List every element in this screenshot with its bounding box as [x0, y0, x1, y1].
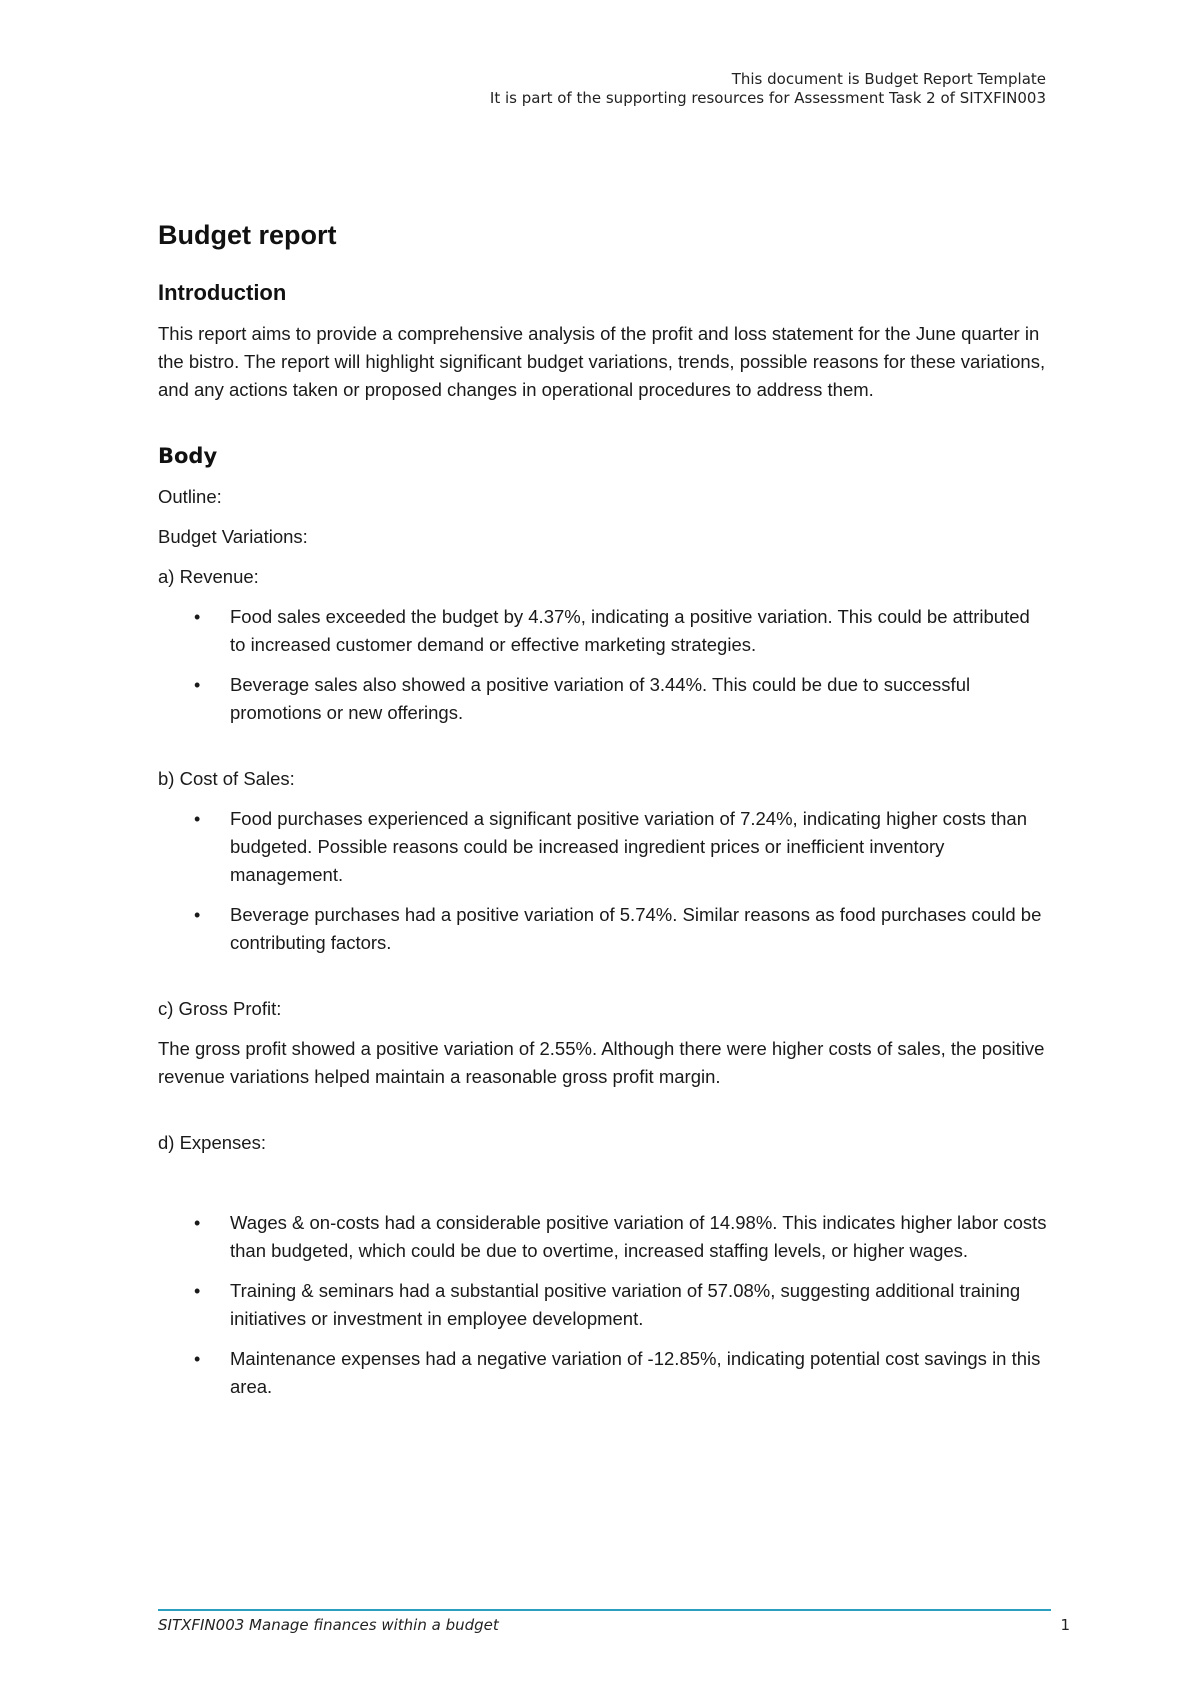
document-body	[158, 218, 1048, 1413]
bullet-icon: •	[194, 607, 201, 627]
bullet-icon: •	[194, 1213, 201, 1233]
body-heading: Body	[158, 444, 218, 468]
footer-divider	[158, 1609, 1051, 1611]
list-item-text: Beverage sales also showed a positive variation of 3.44%. This could be due to successful promotions or new offerings.	[230, 674, 971, 723]
gross-profit-label: c) Gross Profit:	[158, 998, 282, 1019]
cost-of-sales-label: b) Cost of Sales:	[158, 768, 295, 789]
list-item	[158, 805, 1048, 889]
footer-course: SITXFIN003 Manage finances within a budget	[158, 1616, 499, 1634]
revenue-list	[158, 603, 1048, 727]
bullet-icon: •	[194, 905, 201, 925]
list-item	[158, 603, 1048, 659]
list-item-text: Maintenance expenses had a negative variation of -12.85%, indicating potential cost savings in this area.	[230, 1348, 1041, 1397]
bullet-icon: •	[194, 1281, 201, 1301]
page-number: 1	[1060, 1616, 1070, 1634]
list-item-text: Beverage purchases had a positive variation of 5.74%. Similar reasons as food purchases could be contributing factors.	[230, 904, 1042, 953]
page-header	[490, 70, 1046, 108]
budget-variations-label: Budget Variations:	[158, 526, 308, 547]
list-item-text: Food sales exceeded the budget by 4.37%, indicating a positive variation. This could be attributed to increased customer demand or effective marketing strategies.	[230, 606, 1030, 655]
bullet-icon: •	[194, 1349, 201, 1369]
list-item-text: Training & seminars had a substantial positive variation of 57.08%, suggesting additional training initiatives or investment in employee development.	[230, 1280, 1021, 1329]
page-title: Budget report	[158, 220, 337, 250]
bullet-icon: •	[194, 809, 201, 829]
list-item	[158, 1209, 1048, 1265]
cost-of-sales-list	[158, 805, 1048, 957]
list-item	[158, 671, 1048, 727]
list-item	[158, 1277, 1048, 1333]
expenses-list	[158, 1209, 1048, 1401]
expenses-label: d) Expenses:	[158, 1132, 266, 1153]
outline-label: Outline:	[158, 486, 222, 507]
header-line-1: This document is Budget Report Template	[731, 70, 1046, 88]
introduction-text: This report aims to provide a comprehensive analysis of the profit and loss statement for the June quarter in the bistro. The report will highlight significant budget variations, trends, possible reasons for these variations, and any actions taken or proposed changes in operational procedures to address them.	[158, 323, 1046, 400]
list-item-text: Food purchases experienced a significant positive variation of 7.24%, indicating higher costs than budgeted. Possible reasons could be increased ingredient prices or inefficient inventory management.	[230, 808, 1027, 885]
list-item	[158, 901, 1048, 957]
header-line-2: It is part of the supporting resources for Assessment Task 2 of SITXFIN003	[489, 89, 1046, 107]
bullet-icon: •	[194, 675, 201, 695]
revenue-label: a) Revenue:	[158, 566, 259, 587]
list-item-text: Wages & on-costs had a considerable positive variation of 14.98%. This indicates higher labor costs than budgeted, which could be due to overtime, increased staffing levels, or higher wages.	[230, 1212, 1047, 1261]
list-item	[158, 1345, 1048, 1401]
gross-profit-text: The gross profit showed a positive variation of 2.55%. Although there were higher costs of sales, the positive revenue variations helped maintain a reasonable gross profit margin.	[158, 1038, 1045, 1087]
introduction-heading: Introduction	[158, 280, 287, 305]
